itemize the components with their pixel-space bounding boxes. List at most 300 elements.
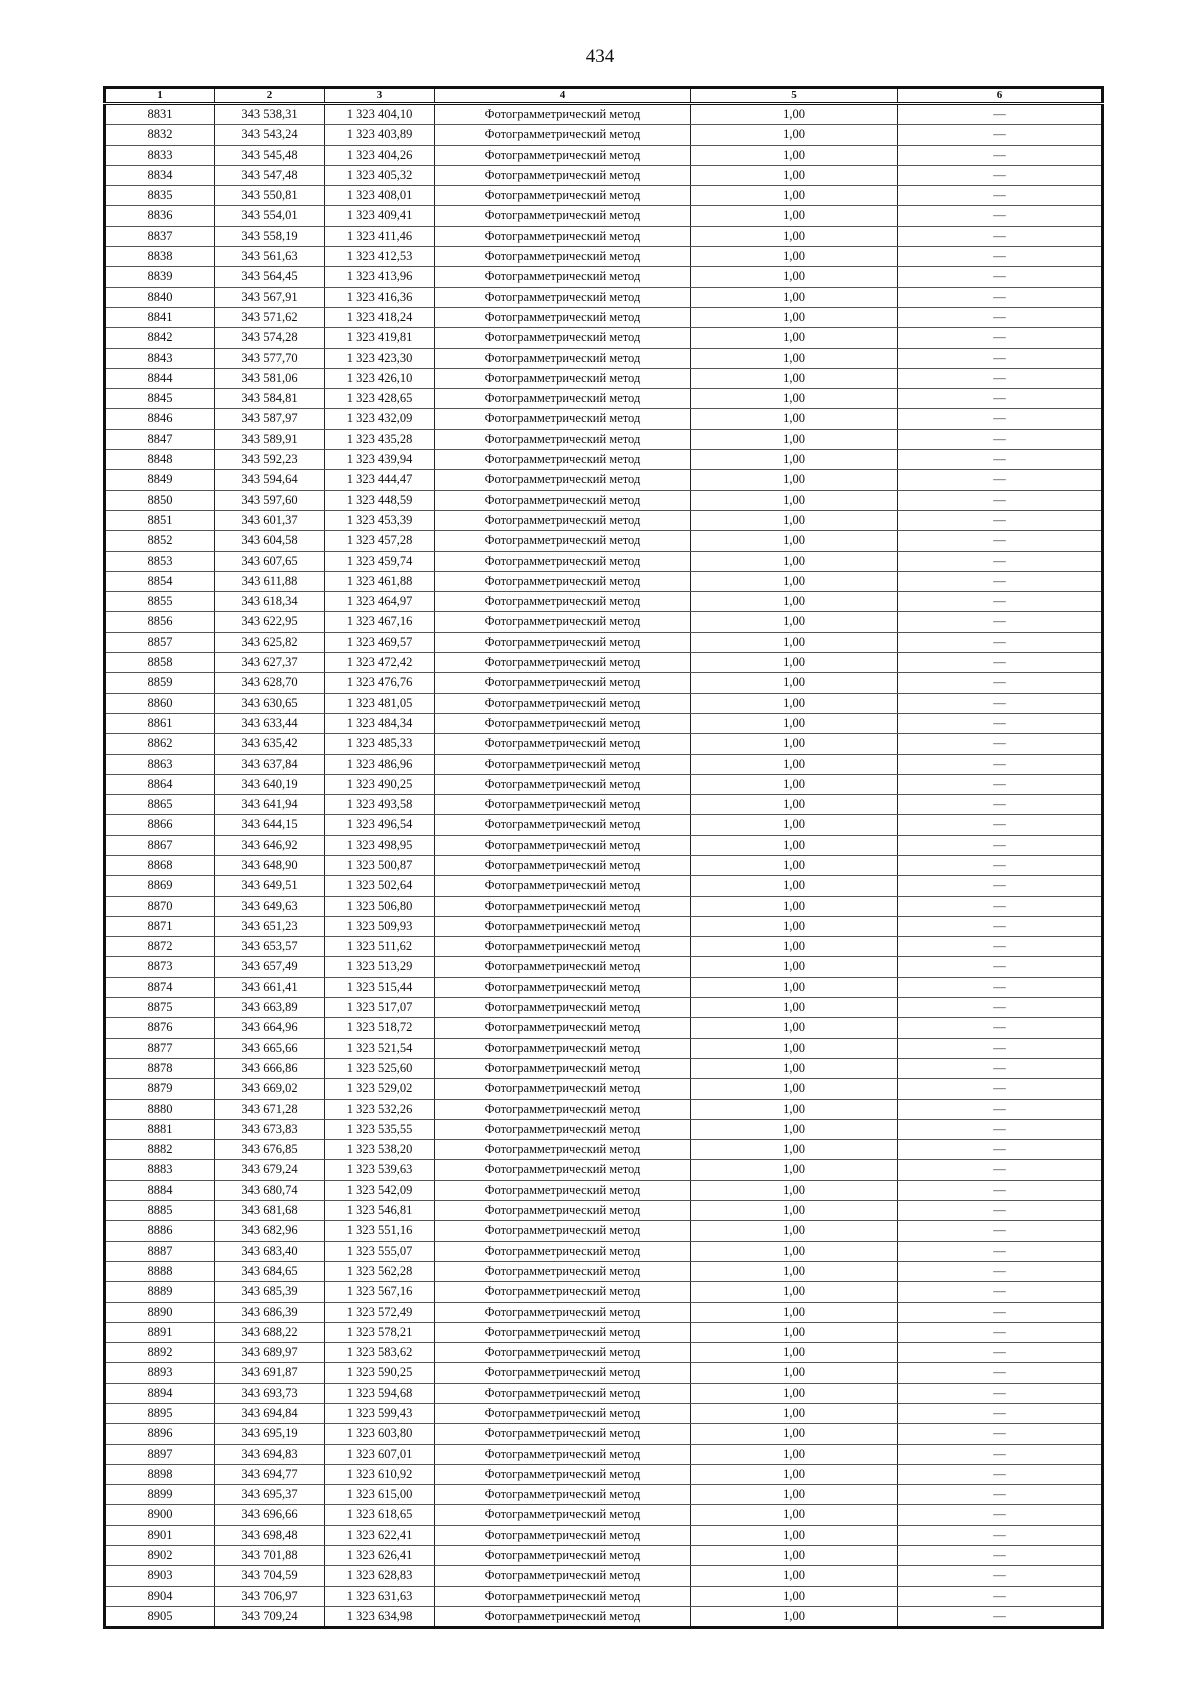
- cell-point-number: 8905: [105, 1606, 215, 1627]
- cell-point-number: 8840: [105, 287, 215, 307]
- table-row: [105, 1383, 1103, 1403]
- cell-x-coordinate: 343 592,23: [215, 450, 325, 470]
- table-row: [105, 226, 1103, 246]
- cell-method: Фотограмметрический метод: [435, 1424, 691, 1444]
- coordinates-table: [103, 86, 1104, 1629]
- cell-method: Фотограмметрический метод: [435, 1099, 691, 1119]
- cell-note: —: [898, 328, 1103, 348]
- table-row: [105, 165, 1103, 185]
- cell-note: —: [898, 1261, 1103, 1281]
- cell-y-coordinate: 1 323 467,16: [325, 612, 435, 632]
- cell-point-number: 8877: [105, 1038, 215, 1058]
- cell-note: —: [898, 1018, 1103, 1038]
- cell-method: Фотограмметрический метод: [435, 754, 691, 774]
- cell-note: —: [898, 125, 1103, 145]
- cell-point-number: 8835: [105, 186, 215, 206]
- cell-accuracy: 1,00: [691, 186, 898, 206]
- table-row: [105, 1485, 1103, 1505]
- table-row: [105, 1099, 1103, 1119]
- cell-point-number: 8862: [105, 734, 215, 754]
- table-row: [105, 1525, 1103, 1545]
- cell-y-coordinate: 1 323 502,64: [325, 876, 435, 896]
- cell-x-coordinate: 343 567,91: [215, 287, 325, 307]
- cell-point-number: 8901: [105, 1525, 215, 1545]
- cell-accuracy: 1,00: [691, 1464, 898, 1484]
- table-row: [105, 1018, 1103, 1038]
- cell-point-number: 8891: [105, 1322, 215, 1342]
- cell-y-coordinate: 1 323 464,97: [325, 592, 435, 612]
- cell-accuracy: 1,00: [691, 1586, 898, 1606]
- table-row: [105, 815, 1103, 835]
- cell-y-coordinate: 1 323 626,41: [325, 1546, 435, 1566]
- cell-point-number: 8837: [105, 226, 215, 246]
- table-row: [105, 977, 1103, 997]
- cell-x-coordinate: 343 571,62: [215, 307, 325, 327]
- cell-y-coordinate: 1 323 521,54: [325, 1038, 435, 1058]
- cell-x-coordinate: 343 679,24: [215, 1160, 325, 1180]
- cell-method: Фотограмметрический метод: [435, 612, 691, 632]
- cell-x-coordinate: 343 669,02: [215, 1079, 325, 1099]
- cell-x-coordinate: 343 649,51: [215, 876, 325, 896]
- cell-x-coordinate: 343 706,97: [215, 1586, 325, 1606]
- cell-x-coordinate: 343 665,66: [215, 1038, 325, 1058]
- cell-y-coordinate: 1 323 532,26: [325, 1099, 435, 1119]
- cell-point-number: 8885: [105, 1201, 215, 1221]
- cell-point-number: 8874: [105, 977, 215, 997]
- cell-y-coordinate: 1 323 472,42: [325, 653, 435, 673]
- cell-y-coordinate: 1 323 607,01: [325, 1444, 435, 1464]
- cell-y-coordinate: 1 323 590,25: [325, 1363, 435, 1383]
- cell-note: —: [898, 1566, 1103, 1586]
- cell-accuracy: 1,00: [691, 226, 898, 246]
- cell-x-coordinate: 343 685,39: [215, 1282, 325, 1302]
- cell-accuracy: 1,00: [691, 1282, 898, 1302]
- cell-y-coordinate: 1 323 628,83: [325, 1566, 435, 1586]
- cell-y-coordinate: 1 323 496,54: [325, 815, 435, 835]
- cell-x-coordinate: 343 701,88: [215, 1546, 325, 1566]
- cell-y-coordinate: 1 323 405,32: [325, 165, 435, 185]
- cell-y-coordinate: 1 323 542,09: [325, 1180, 435, 1200]
- cell-method: Фотограмметрический метод: [435, 1546, 691, 1566]
- cell-y-coordinate: 1 323 444,47: [325, 470, 435, 490]
- cell-point-number: 8897: [105, 1444, 215, 1464]
- cell-accuracy: 1,00: [691, 1343, 898, 1363]
- cell-method: Фотограмметрический метод: [435, 571, 691, 591]
- table-row: [105, 612, 1103, 632]
- cell-x-coordinate: 343 649,63: [215, 896, 325, 916]
- cell-point-number: 8845: [105, 389, 215, 409]
- table-row: [105, 348, 1103, 368]
- cell-x-coordinate: 343 657,49: [215, 957, 325, 977]
- cell-y-coordinate: 1 323 622,41: [325, 1525, 435, 1545]
- cell-note: —: [898, 348, 1103, 368]
- cell-y-coordinate: 1 323 506,80: [325, 896, 435, 916]
- cell-accuracy: 1,00: [691, 409, 898, 429]
- column-header-4: 4: [435, 88, 691, 104]
- cell-x-coordinate: 343 648,90: [215, 855, 325, 875]
- table-row: [105, 1505, 1103, 1525]
- cell-method: Фотограмметрический метод: [435, 1221, 691, 1241]
- cell-point-number: 8855: [105, 592, 215, 612]
- table-row: [105, 795, 1103, 815]
- cell-accuracy: 1,00: [691, 531, 898, 551]
- cell-y-coordinate: 1 323 518,72: [325, 1018, 435, 1038]
- cell-accuracy: 1,00: [691, 1079, 898, 1099]
- cell-x-coordinate: 343 651,23: [215, 916, 325, 936]
- cell-method: Фотограмметрический метод: [435, 1119, 691, 1139]
- cell-note: —: [898, 1201, 1103, 1221]
- cell-accuracy: 1,00: [691, 1525, 898, 1545]
- table-body: [105, 104, 1103, 1628]
- cell-y-coordinate: 1 323 423,30: [325, 348, 435, 368]
- cell-x-coordinate: 343 680,74: [215, 1180, 325, 1200]
- table-row: [105, 1606, 1103, 1627]
- cell-accuracy: 1,00: [691, 916, 898, 936]
- table-row: [105, 855, 1103, 875]
- cell-x-coordinate: 343 564,45: [215, 267, 325, 287]
- cell-y-coordinate: 1 323 435,28: [325, 429, 435, 449]
- table-row: [105, 1058, 1103, 1078]
- cell-x-coordinate: 343 641,94: [215, 795, 325, 815]
- cell-point-number: 8854: [105, 571, 215, 591]
- cell-point-number: 8856: [105, 612, 215, 632]
- cell-method: Фотограмметрический метод: [435, 632, 691, 652]
- cell-point-number: 8833: [105, 145, 215, 165]
- cell-x-coordinate: 343 696,66: [215, 1505, 325, 1525]
- cell-x-coordinate: 343 676,85: [215, 1140, 325, 1160]
- cell-y-coordinate: 1 323 418,24: [325, 307, 435, 327]
- cell-note: —: [898, 1606, 1103, 1627]
- cell-y-coordinate: 1 323 419,81: [325, 328, 435, 348]
- cell-y-coordinate: 1 323 551,16: [325, 1221, 435, 1241]
- cell-x-coordinate: 343 694,83: [215, 1444, 325, 1464]
- cell-x-coordinate: 343 663,89: [215, 998, 325, 1018]
- cell-point-number: 8880: [105, 1099, 215, 1119]
- table-row: [105, 510, 1103, 530]
- cell-point-number: 8866: [105, 815, 215, 835]
- cell-y-coordinate: 1 323 535,55: [325, 1119, 435, 1139]
- cell-point-number: 8875: [105, 998, 215, 1018]
- cell-point-number: 8834: [105, 165, 215, 185]
- table-row: [105, 1546, 1103, 1566]
- table-row: [105, 450, 1103, 470]
- cell-y-coordinate: 1 323 484,34: [325, 713, 435, 733]
- table-row: [105, 1363, 1103, 1383]
- cell-note: —: [898, 307, 1103, 327]
- cell-point-number: 8832: [105, 125, 215, 145]
- cell-accuracy: 1,00: [691, 1180, 898, 1200]
- cell-x-coordinate: 343 622,95: [215, 612, 325, 632]
- cell-note: —: [898, 1424, 1103, 1444]
- cell-note: —: [898, 1180, 1103, 1200]
- cell-x-coordinate: 343 538,31: [215, 104, 325, 125]
- cell-note: —: [898, 1282, 1103, 1302]
- cell-y-coordinate: 1 323 578,21: [325, 1322, 435, 1342]
- cell-note: —: [898, 957, 1103, 977]
- cell-accuracy: 1,00: [691, 368, 898, 388]
- cell-accuracy: 1,00: [691, 1261, 898, 1281]
- cell-method: Фотограмметрический метод: [435, 957, 691, 977]
- cell-note: —: [898, 1363, 1103, 1383]
- cell-y-coordinate: 1 323 594,68: [325, 1383, 435, 1403]
- cell-method: Фотограмметрический метод: [435, 1485, 691, 1505]
- cell-x-coordinate: 343 550,81: [215, 186, 325, 206]
- cell-accuracy: 1,00: [691, 653, 898, 673]
- table-row: [105, 734, 1103, 754]
- table-row: [105, 774, 1103, 794]
- cell-y-coordinate: 1 323 555,07: [325, 1241, 435, 1261]
- cell-point-number: 8872: [105, 937, 215, 957]
- cell-note: —: [898, 1140, 1103, 1160]
- cell-x-coordinate: 343 644,15: [215, 815, 325, 835]
- cell-y-coordinate: 1 323 539,63: [325, 1160, 435, 1180]
- cell-accuracy: 1,00: [691, 815, 898, 835]
- cell-point-number: 8873: [105, 957, 215, 977]
- cell-y-coordinate: 1 323 538,20: [325, 1140, 435, 1160]
- cell-point-number: 8894: [105, 1383, 215, 1403]
- cell-x-coordinate: 343 698,48: [215, 1525, 325, 1545]
- cell-method: Фотограмметрический метод: [435, 531, 691, 551]
- cell-accuracy: 1,00: [691, 287, 898, 307]
- cell-x-coordinate: 343 695,37: [215, 1485, 325, 1505]
- cell-accuracy: 1,00: [691, 1038, 898, 1058]
- cell-note: —: [898, 1058, 1103, 1078]
- cell-note: —: [898, 693, 1103, 713]
- cell-y-coordinate: 1 323 411,46: [325, 226, 435, 246]
- cell-x-coordinate: 343 604,58: [215, 531, 325, 551]
- table-row: [105, 998, 1103, 1018]
- cell-method: Фотограмметрический метод: [435, 937, 691, 957]
- cell-method: Фотограмметрический метод: [435, 896, 691, 916]
- cell-method: Фотограмметрический метод: [435, 673, 691, 693]
- cell-method: Фотограмметрический метод: [435, 1464, 691, 1484]
- cell-y-coordinate: 1 323 457,28: [325, 531, 435, 551]
- cell-accuracy: 1,00: [691, 165, 898, 185]
- cell-point-number: 8871: [105, 916, 215, 936]
- cell-method: Фотограмметрический метод: [435, 1505, 691, 1525]
- table-row: [105, 307, 1103, 327]
- cell-note: —: [898, 896, 1103, 916]
- cell-method: Фотограмметрический метод: [435, 186, 691, 206]
- cell-point-number: 8867: [105, 835, 215, 855]
- cell-accuracy: 1,00: [691, 1302, 898, 1322]
- table-row: [105, 1282, 1103, 1302]
- cell-note: —: [898, 1586, 1103, 1606]
- cell-point-number: 8864: [105, 774, 215, 794]
- cell-accuracy: 1,00: [691, 267, 898, 287]
- cell-x-coordinate: 343 630,65: [215, 693, 325, 713]
- cell-accuracy: 1,00: [691, 1119, 898, 1139]
- cell-accuracy: 1,00: [691, 1058, 898, 1078]
- cell-x-coordinate: 343 684,65: [215, 1261, 325, 1281]
- cell-accuracy: 1,00: [691, 551, 898, 571]
- cell-x-coordinate: 343 673,83: [215, 1119, 325, 1139]
- table-row: [105, 1241, 1103, 1261]
- cell-note: —: [898, 612, 1103, 632]
- table-row: [105, 247, 1103, 267]
- cell-method: Фотограмметрический метод: [435, 653, 691, 673]
- cell-accuracy: 1,00: [691, 1485, 898, 1505]
- cell-x-coordinate: 343 547,48: [215, 165, 325, 185]
- cell-accuracy: 1,00: [691, 835, 898, 855]
- cell-note: —: [898, 368, 1103, 388]
- table-row: [105, 186, 1103, 206]
- cell-accuracy: 1,00: [691, 1566, 898, 1586]
- cell-y-coordinate: 1 323 469,57: [325, 632, 435, 652]
- cell-x-coordinate: 343 694,77: [215, 1464, 325, 1484]
- cell-x-coordinate: 343 584,81: [215, 389, 325, 409]
- cell-accuracy: 1,00: [691, 855, 898, 875]
- cell-method: Фотограмметрический метод: [435, 510, 691, 530]
- cell-method: Фотограмметрический метод: [435, 348, 691, 368]
- cell-point-number: 8892: [105, 1343, 215, 1363]
- cell-method: Фотограмметрический метод: [435, 1180, 691, 1200]
- cell-note: —: [898, 774, 1103, 794]
- table-row: [105, 389, 1103, 409]
- cell-x-coordinate: 343 611,88: [215, 571, 325, 591]
- cell-accuracy: 1,00: [691, 1383, 898, 1403]
- table-row: [105, 104, 1103, 125]
- cell-point-number: 8902: [105, 1546, 215, 1566]
- cell-point-number: 8860: [105, 693, 215, 713]
- cell-accuracy: 1,00: [691, 1606, 898, 1627]
- cell-point-number: 8848: [105, 450, 215, 470]
- cell-method: Фотограмметрический метод: [435, 1241, 691, 1261]
- cell-point-number: 8886: [105, 1221, 215, 1241]
- cell-point-number: 8881: [105, 1119, 215, 1139]
- cell-point-number: 8869: [105, 876, 215, 896]
- cell-note: —: [898, 754, 1103, 774]
- cell-x-coordinate: 343 618,34: [215, 592, 325, 612]
- cell-y-coordinate: 1 323 511,62: [325, 937, 435, 957]
- table-row: [105, 693, 1103, 713]
- table-row: [105, 531, 1103, 551]
- cell-y-coordinate: 1 323 453,39: [325, 510, 435, 530]
- cell-x-coordinate: 343 640,19: [215, 774, 325, 794]
- cell-note: —: [898, 165, 1103, 185]
- cell-x-coordinate: 343 689,97: [215, 1343, 325, 1363]
- cell-y-coordinate: 1 323 513,29: [325, 957, 435, 977]
- cell-accuracy: 1,00: [691, 957, 898, 977]
- cell-point-number: 8839: [105, 267, 215, 287]
- cell-note: —: [898, 1079, 1103, 1099]
- cell-accuracy: 1,00: [691, 328, 898, 348]
- cell-y-coordinate: 1 323 481,05: [325, 693, 435, 713]
- cell-point-number: 8879: [105, 1079, 215, 1099]
- cell-method: Фотограмметрический метод: [435, 450, 691, 470]
- cell-note: —: [898, 1119, 1103, 1139]
- cell-y-coordinate: 1 323 603,80: [325, 1424, 435, 1444]
- cell-y-coordinate: 1 323 498,95: [325, 835, 435, 855]
- cell-point-number: 8861: [105, 713, 215, 733]
- cell-method: Фотограмметрический метод: [435, 389, 691, 409]
- cell-note: —: [898, 409, 1103, 429]
- cell-method: Фотограмметрический метод: [435, 1566, 691, 1586]
- table-row: [105, 1160, 1103, 1180]
- header-row: [105, 88, 1103, 104]
- cell-point-number: 8900: [105, 1505, 215, 1525]
- cell-method: Фотограмметрический метод: [435, 774, 691, 794]
- table-row: [105, 632, 1103, 652]
- cell-y-coordinate: 1 323 412,53: [325, 247, 435, 267]
- cell-point-number: 8888: [105, 1261, 215, 1281]
- cell-y-coordinate: 1 323 529,02: [325, 1079, 435, 1099]
- cell-method: Фотограмметрический метод: [435, 226, 691, 246]
- cell-x-coordinate: 343 688,22: [215, 1322, 325, 1342]
- cell-point-number: 8870: [105, 896, 215, 916]
- table-row: [105, 1322, 1103, 1342]
- cell-note: —: [898, 1343, 1103, 1363]
- cell-method: Фотограмметрический метод: [435, 998, 691, 1018]
- cell-point-number: 8836: [105, 206, 215, 226]
- cell-y-coordinate: 1 323 404,26: [325, 145, 435, 165]
- cell-method: Фотограмметрический метод: [435, 1302, 691, 1322]
- table-row: [105, 328, 1103, 348]
- cell-method: Фотограмметрический метод: [435, 1140, 691, 1160]
- cell-note: —: [898, 815, 1103, 835]
- cell-note: —: [898, 977, 1103, 997]
- cell-x-coordinate: 343 661,41: [215, 977, 325, 997]
- cell-method: Фотограмметрический метод: [435, 1383, 691, 1403]
- table-row: [105, 896, 1103, 916]
- cell-x-coordinate: 343 594,64: [215, 470, 325, 490]
- cell-method: Фотограмметрический метод: [435, 429, 691, 449]
- table-row: [105, 1261, 1103, 1281]
- cell-accuracy: 1,00: [691, 247, 898, 267]
- cell-point-number: 8896: [105, 1424, 215, 1444]
- cell-accuracy: 1,00: [691, 206, 898, 226]
- cell-y-coordinate: 1 323 432,09: [325, 409, 435, 429]
- cell-accuracy: 1,00: [691, 896, 898, 916]
- cell-point-number: 8859: [105, 673, 215, 693]
- cell-method: Фотограмметрический метод: [435, 1038, 691, 1058]
- cell-note: —: [898, 592, 1103, 612]
- cell-point-number: 8838: [105, 247, 215, 267]
- cell-y-coordinate: 1 323 525,60: [325, 1058, 435, 1078]
- cell-x-coordinate: 343 543,24: [215, 125, 325, 145]
- cell-y-coordinate: 1 323 500,87: [325, 855, 435, 875]
- cell-y-coordinate: 1 323 634,98: [325, 1606, 435, 1627]
- table-row: [105, 125, 1103, 145]
- table-row: [105, 1424, 1103, 1444]
- cell-method: Фотограмметрический метод: [435, 1606, 691, 1627]
- table-row: [105, 287, 1103, 307]
- cell-method: Фотограмметрический метод: [435, 287, 691, 307]
- cell-y-coordinate: 1 323 583,62: [325, 1343, 435, 1363]
- cell-note: —: [898, 510, 1103, 530]
- cell-x-coordinate: 343 683,40: [215, 1241, 325, 1261]
- cell-method: Фотограмметрический метод: [435, 876, 691, 896]
- cell-method: Фотограмметрический метод: [435, 368, 691, 388]
- cell-y-coordinate: 1 323 599,43: [325, 1404, 435, 1424]
- cell-accuracy: 1,00: [691, 450, 898, 470]
- page-number: 434: [585, 46, 615, 67]
- table-row: [105, 673, 1103, 693]
- cell-method: Фотограмметрический метод: [435, 734, 691, 754]
- cell-note: —: [898, 1160, 1103, 1180]
- cell-method: Фотограмметрический метод: [435, 592, 691, 612]
- cell-y-coordinate: 1 323 476,76: [325, 673, 435, 693]
- cell-note: —: [898, 632, 1103, 652]
- cell-x-coordinate: 343 694,84: [215, 1404, 325, 1424]
- table-row: [105, 1343, 1103, 1363]
- cell-note: —: [898, 713, 1103, 733]
- cell-method: Фотограмметрический метод: [435, 328, 691, 348]
- table-row: [105, 551, 1103, 571]
- table-row: [105, 937, 1103, 957]
- cell-accuracy: 1,00: [691, 470, 898, 490]
- cell-method: Фотограмметрический метод: [435, 1363, 691, 1383]
